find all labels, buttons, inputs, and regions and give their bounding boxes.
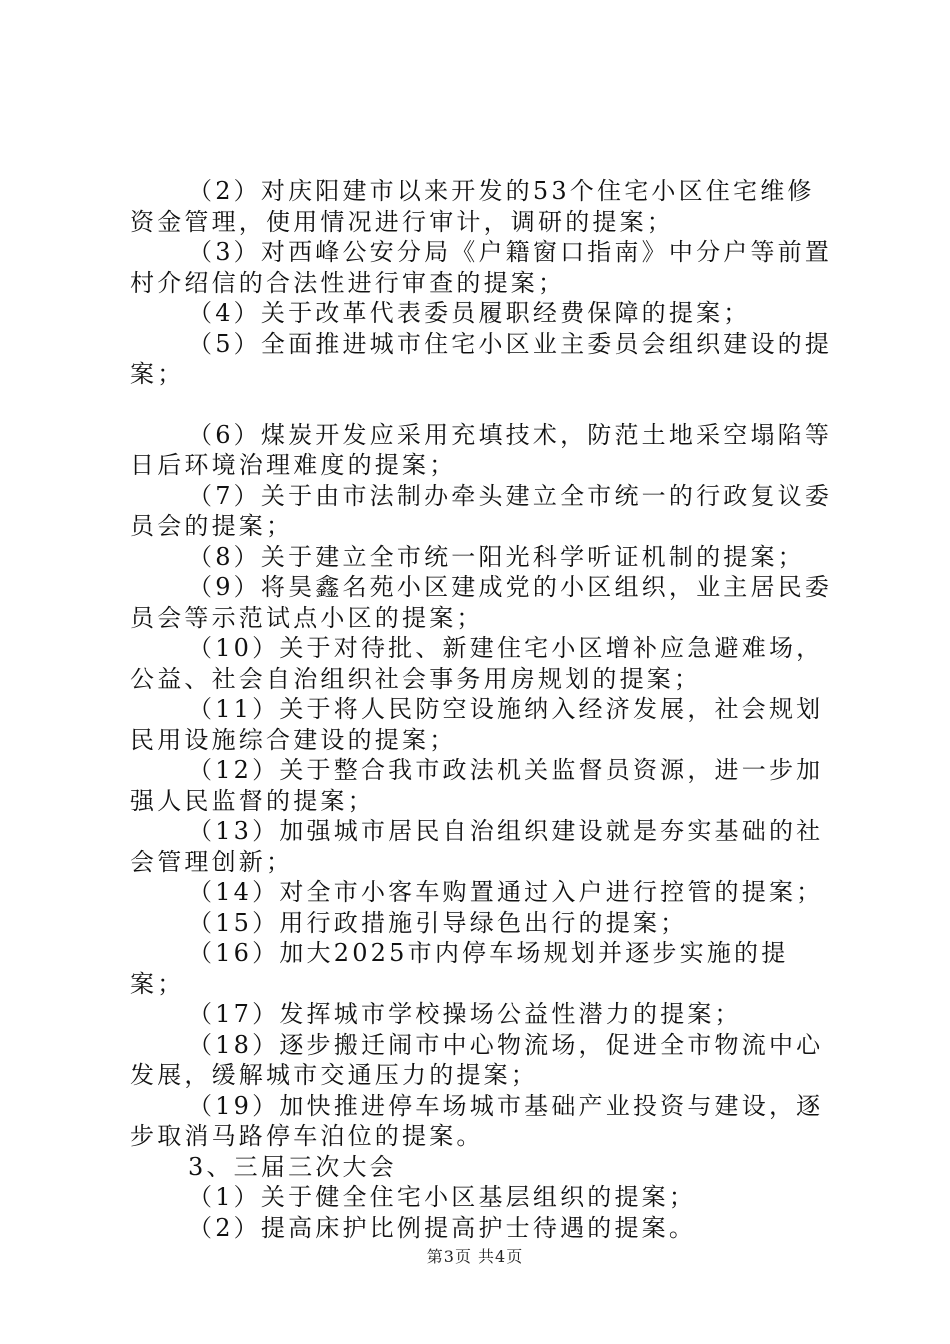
paragraph: （13）加强城市居民自治组织建设就是夯实基础的社会管理创新； bbox=[130, 817, 824, 876]
paragraph: （17）发挥城市学校操场公益性潜力的提案； bbox=[188, 1000, 742, 1028]
paragraph: （3）对西峰公安分局《户籍窗口指南》中分户等前置村介绍信的合法性进行审查的提案； bbox=[130, 238, 833, 297]
page-number: 第3页 共4页 bbox=[426, 1247, 524, 1266]
paragraph: （19）加快推进停车场城市基础产业投资与建设，逐步取消马路停车泊位的提案。 bbox=[130, 1091, 824, 1150]
paragraph: （16）加大2025市内停车场规划并逐步实施的提案； bbox=[130, 939, 789, 998]
paragraph: （15）用行政措施引导绿色出行的提案； bbox=[188, 908, 688, 937]
paragraph: （18）逐步搬迁闹市中心物流场，促进全市物流中心发展，缓解城市交通压力的提案； bbox=[130, 1030, 824, 1089]
paragraph: （5）全面推进城市住宅小区业主委员会组织建设的提案； bbox=[130, 329, 833, 388]
paragraph: （7）关于由市法制办牵头建立全市统一的行政复议委员会的提案； bbox=[130, 481, 833, 540]
paragraph: （12）关于整合我市政法机关监督员资源，进一步加强人民监督的提案； bbox=[130, 756, 824, 815]
paragraph: （8）关于建立全市统一阳光科学听证机制的提案； bbox=[188, 542, 805, 571]
paragraph: （1）关于健全住宅小区基层组织的提案； bbox=[188, 1183, 697, 1211]
paragraph: （6）煤炭开发应采用充填技术，防范土地采空塌陷等日后环境治理难度的提案； bbox=[130, 420, 833, 479]
paragraph: （2）对庆阳建市以来开发的53个住宅小区住宅维修资金管理，使用情况进行审计，调研的提案； bbox=[130, 177, 815, 236]
paragraph: （10）关于对待批、新建住宅小区增补应急避难场，公益、社会自治组织社会事务用房规划的提案； bbox=[130, 634, 824, 693]
section-heading: 3、三届三次大会 bbox=[188, 1152, 397, 1181]
paragraph: （11）关于将人民防空设施纳入经济发展，社会规划民用设施综合建设的提案； bbox=[130, 695, 824, 754]
paragraph: （4）关于改革代表委员履职经费保障的提案； bbox=[188, 299, 751, 327]
paragraph: （14）对全市小客车购置通过入户进行控管的提案； bbox=[188, 878, 824, 906]
blank-line bbox=[130, 390, 840, 420]
paragraph: （9）将昊鑫名苑小区建成党的小区组织，业主居民委员会等示范试点小区的提案； bbox=[130, 573, 833, 632]
paragraph: （2）提高床护比例提高护士待遇的提案。 bbox=[188, 1213, 697, 1242]
document-body bbox=[130, 176, 840, 1243]
